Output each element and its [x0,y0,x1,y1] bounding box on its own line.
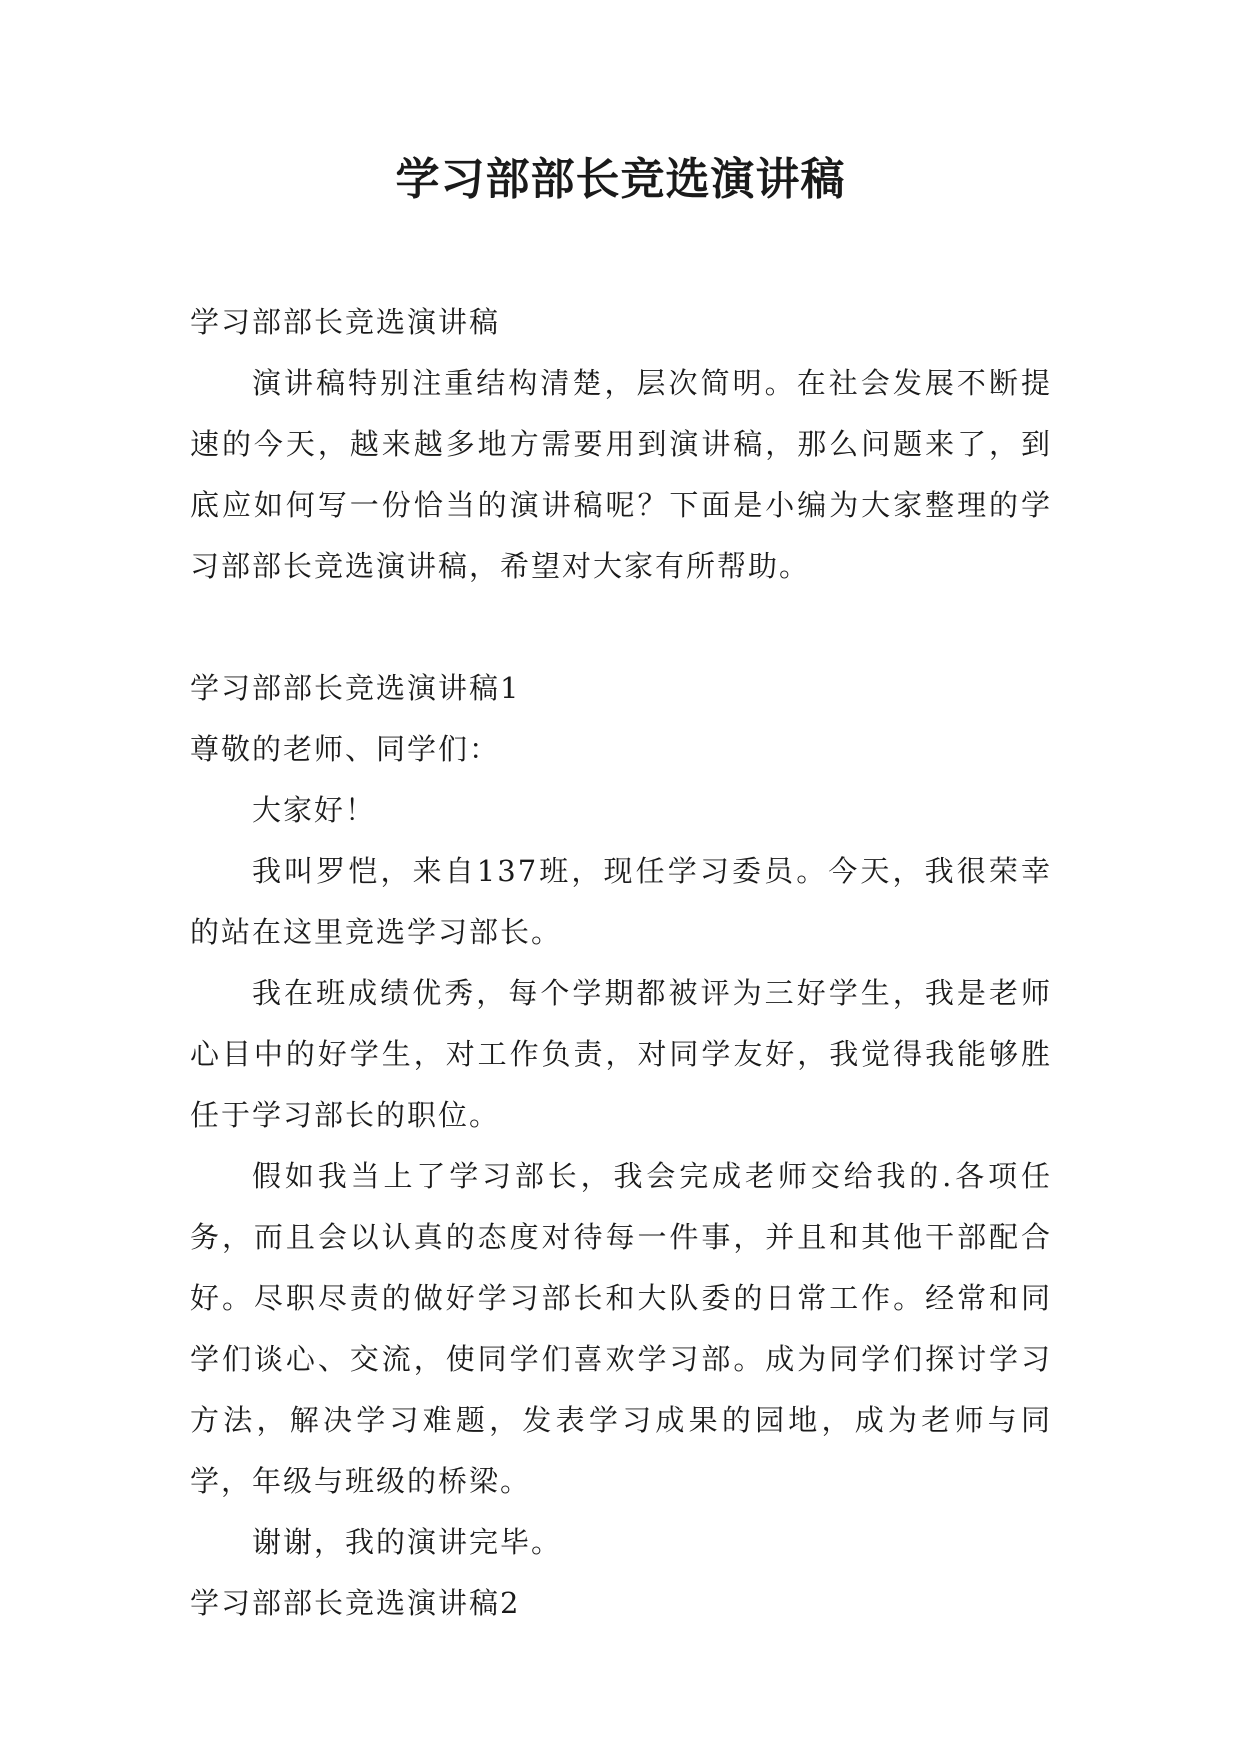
introduction-paragraph: 我叫罗恺，来自137班，现任学习委员。今天，我很荣幸的站在这里竞选学习部长。 [190,854,1052,949]
section-heading-2: 学习部部长竞选演讲稿2 [190,1586,521,1620]
document-title: 学习部部长竞选演讲稿 [395,154,846,205]
closing-paragraph: 谢谢，我的演讲完毕。 [252,1525,563,1559]
salutation: 尊敬的老师、同学们： [190,732,501,766]
paragraph-gap [190,597,1052,658]
qualification-paragraph: 我在班成绩优秀，每个学期都被评为三好学生，我是老师心目中的好学生，对工作负责，对同学友好，我觉得我能够胜任于学习部长的职位。 [190,976,1052,1132]
section-heading-1: 学习部部长竞选演讲稿1 [190,671,521,705]
document-body [190,292,1052,1634]
plan-paragraph: 假如我当上了学习部长，我会完成老师交给我的.各项任务，而且会以认真的态度对待每一件事，并且和其他干部配合好。尽职尽责的做好学习部长和大队委的日常工作。经常和同学们谈心、交流，使同学们喜欢学习部。成为同学们探讨学习方法，解决学习难题，发表学习成果的园地，成为老师与同学，年级与班级的桥梁。 [190,1159,1052,1498]
intro-paragraph: 演讲稿特别注重结构清楚，层次简明。在社会发展不断提速的今天，越来越多地方需要用到演讲稿，那么问题来了，到底应如何写一份恰当的演讲稿呢？下面是小编为大家整理的学习部部长竞选演讲稿，希望对大家有所帮助。 [190,366,1052,583]
greeting-paragraph: 大家好！ [252,793,377,827]
document-subtitle: 学习部部长竞选演讲稿 [190,305,501,339]
